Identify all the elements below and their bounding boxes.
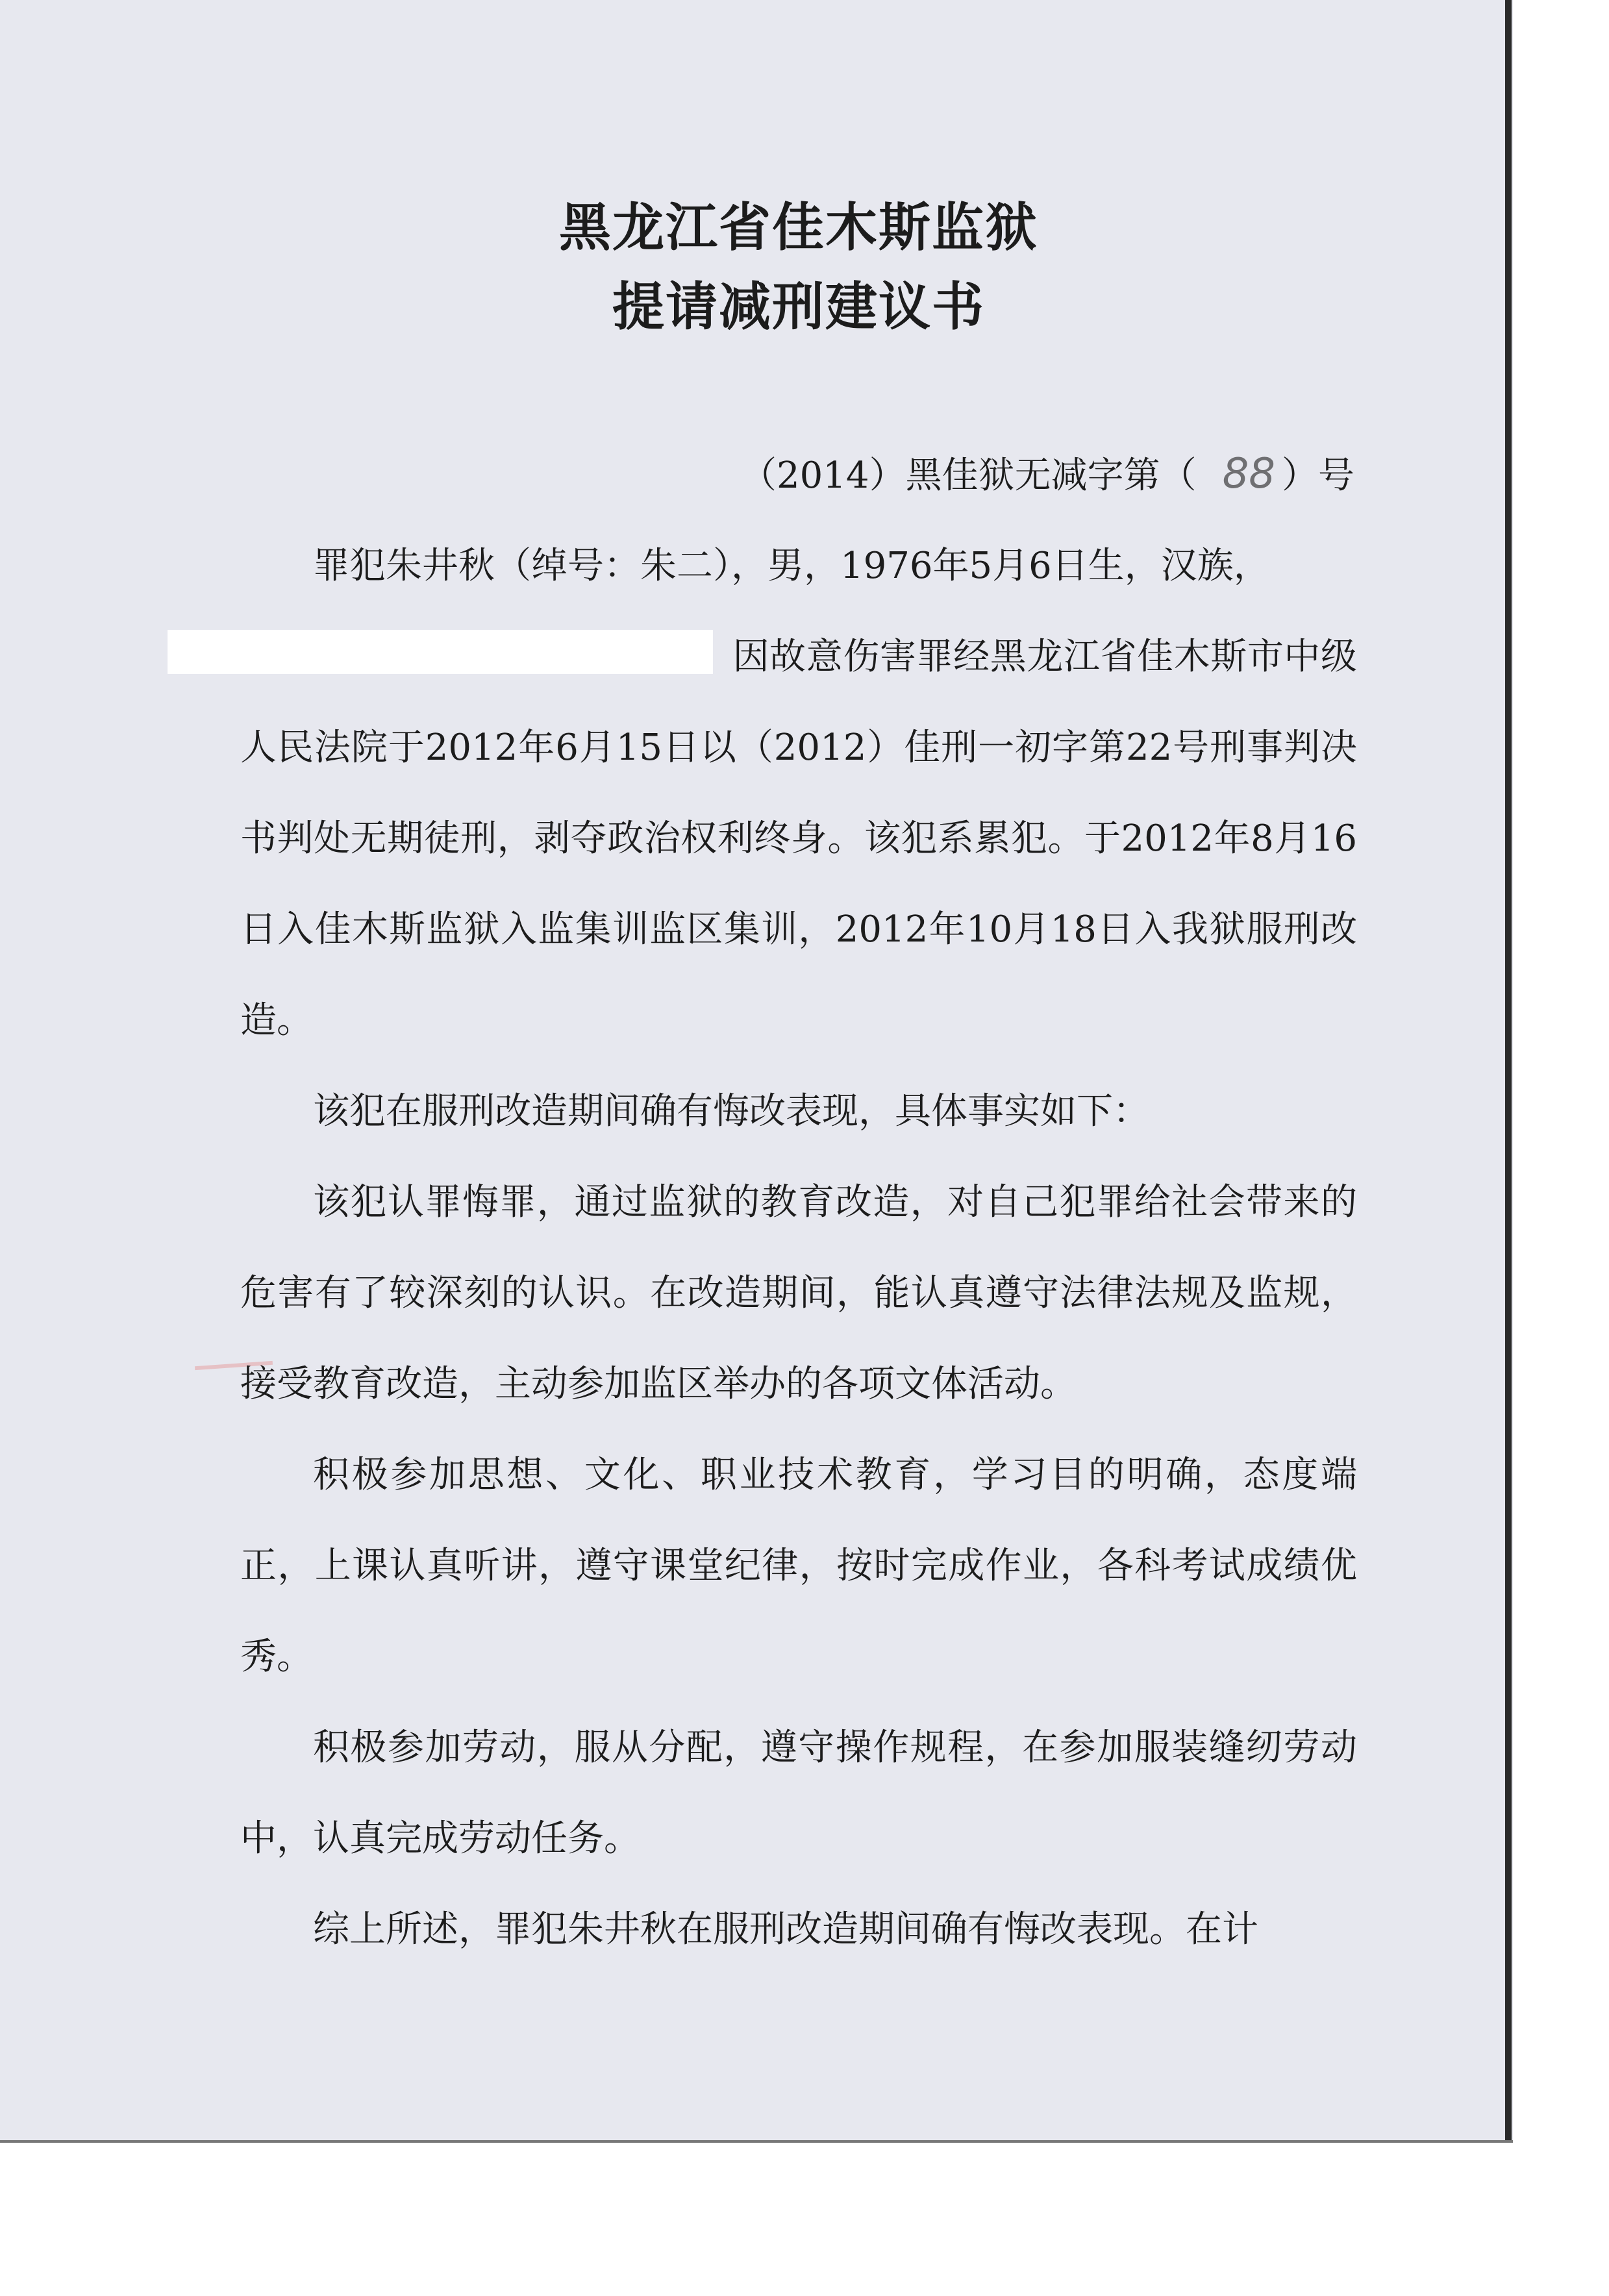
paragraph-4: 积极参加思想、文化、职业技术教育，学习目的明确，态度端正，上课认真听讲，遵守课堂纪律，按时完成作业，各科考试成绩优秀。	[240, 1454, 1357, 1678]
paragraph-1-text: 罪犯朱井秋（绰号：朱二），男，1976年5月6日生，汉族，	[313, 545, 1270, 587]
paragraph-6: 综上所述，罪犯朱井秋在服刑改造期间确有悔改表现。在计	[313, 1908, 1258, 1951]
scan-edge-bottom	[0, 2140, 1513, 2143]
document-body	[240, 521, 1357, 1975]
redaction-box	[168, 630, 713, 674]
title-line-1: 黑龙江省佳木斯监狱	[559, 197, 1038, 258]
paragraph-1	[240, 521, 1357, 1066]
document-number-prefix: （2014）黑佳狱无减字第（	[740, 455, 1197, 497]
title-line-2: 提请减刑建议书	[612, 276, 985, 337]
paragraph-5: 积极参加劳动，服从分配，遵守操作规程，在参加服装缝纫劳动中，认真完成劳动任务。	[240, 1727, 1357, 1860]
document-number-suffix: ）号	[1282, 455, 1354, 497]
paragraph-3: 该犯认罪悔罪，通过监狱的教育改造，对自己犯罪给社会带来的危害有了较深刻的认识。在改造期间，能认真遵守法律法规及监规，接受教育改造，主动参加监区举办的各项文体活动。	[240, 1181, 1357, 1405]
paragraph-2: 该犯在服刑改造期间确有悔改表现，具体事实如下：	[313, 1090, 1149, 1132]
paragraph-1-continued: 因故意伤害罪经黑龙江省佳木斯市中级人民法院于2012年6月15日以（2012）佳刑一初字第22号刑事判决书判处无期徒刑，剥夺政治权利终身。该犯系累犯。于2012年8月16日入佳木斯监狱入监集训监区集训，2012年10月18日入我狱服刑改造。	[240, 636, 1358, 1042]
document-number	[740, 450, 1354, 498]
document-number-handwritten: 88	[1222, 450, 1275, 498]
